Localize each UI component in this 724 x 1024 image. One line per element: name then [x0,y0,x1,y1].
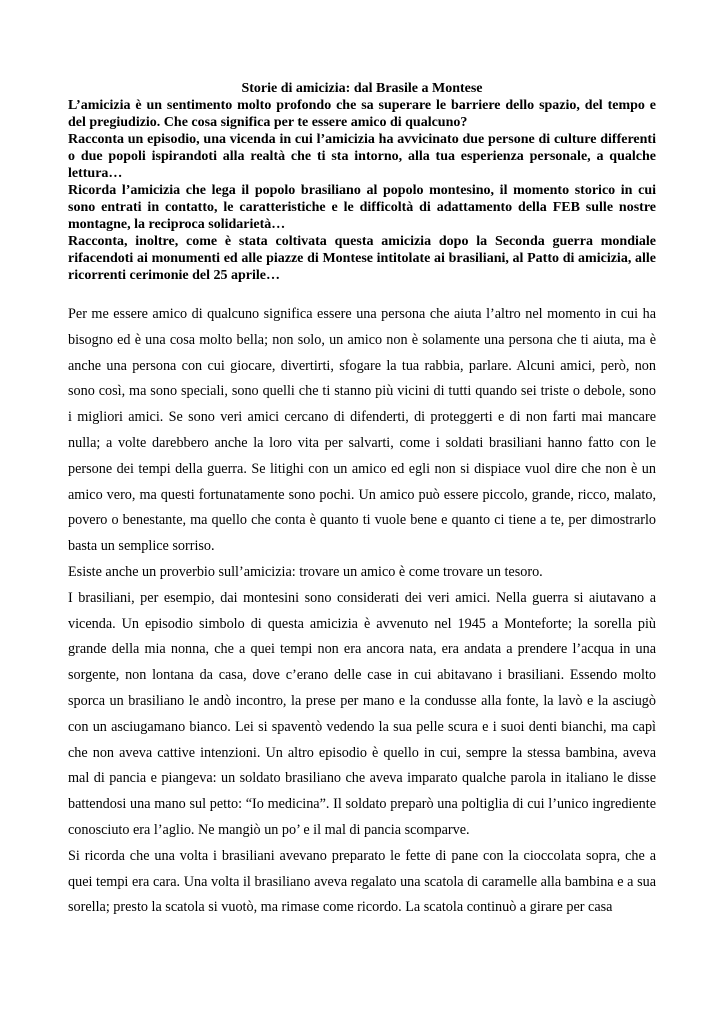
essay-paragraph: Esiste anche un proverbio sull’amicizia: trovare un amico è come trovare un tesoro. [68,563,543,580]
prompt-paragraph: Racconta un episodio, una vicenda in cui l’amicizia ha avvicinato due persone di culture differenti o due popoli ispirandoti alla realtà che ti sta intorno, alla tua esperienza personale, a qualche lettura… [68,132,656,181]
essay-body [68,302,656,921]
essay-paragraph: Per me essere amico di qualcuno significa essere una persona che aiuta l’altro nel momento in cui ha bisogno ed è una cosa molto bella; non solo, un amico non è solamente una persona che ti aiuta, ma è anche una persona con cui giocare, divertirti, sfogare la tua rabbia, parlare. Alcuni amici, però, non sono così, ma sono speciali, sono quelli che ti stanno più vicini di tutti quando sei triste o debole, sono i migliori amici. Se sono veri amici cercano di difenderti, di proteggerti e di non farti mai mancare nulla; a volte darebbero anche la loro vita per salvarti, come i soldati brasiliani hanno fatto con le persone dei tempi della guerra. Se litighi con un amico ed egli non si dispiace vuol dire che non è un amico vero, ma questi fortunatamente sono pochi. Un amico può essere piccolo, grande, ricco, malato, povero o benestante, ma quello che conta è quanto ti vuole bene e quanto ci tiene a te, per dimostrarlo basta un semplice sorriso. [68,306,656,555]
prompt-paragraph: Ricorda l’amicizia che lega il popolo brasiliano al popolo montesino, il momento storico in cui sono entrati in contatto, le caratteristiche e le difficoltà di adattamento della FEB sulle nostre montagne, la reciproca solidarietà… [68,183,656,232]
prompt-paragraph: Racconta, inoltre, come è stata coltivata questa amicizia dopo la Seconda guerra mondiale rifacendoti ai monumenti ed alle piazze di Montese intitolate ai brasiliani, al Patto di amicizia, alle ricorrenti cerimonie del 25 aprile… [68,234,656,283]
assignment-prompt [68,97,656,284]
essay-paragraph: Si ricorda che una volta i brasiliani avevano preparato le fette di pane con la cioccolata sopra, che a quei tempi era cara. Una volta il brasiliano aveva regalato una scatola di caramelle alla bambina e a sua sorella; presto la scatola si vuotò, ma rimase come ricordo. La scatola continuò a girare per casa [68,847,656,916]
document-page [68,80,656,921]
prompt-paragraph: L’amicizia è un sentimento molto profondo che sa superare le barriere dello spazio, del tempo e del pregiudizio. Che cosa significa per te essere amico di qualcuno? [68,98,656,130]
document-title: Storie di amicizia: dal Brasile a Montese [241,81,483,96]
essay-paragraph: I brasiliani, per esempio, dai montesini sono considerati dei veri amici. Nella guerra si aiutavano a vicenda. Un episodio simbolo di questa amicizia è avvenuto nel 1945 a Monteforte; la sorella più grande della mia nonna, che a quei tempi non era ancora nata, era andata a prendere l’acqua in una sorgente, non lontana da casa, dove c’erano delle case in cui abitavano i brasiliani. Essendo molto sporca un brasiliano le andò incontro, la prese per mano e la condusse alla fonte, la lavò e la asciugò con un asciugamano bianco. Lei si spaventò vedendo la sua pelle scura e i suoi denti bianchi, ma capì che non aveva cattive intenzioni. Un altro episodio è quello in cui, sempre la stessa bambina, aveva mal di pancia e piangeva: un soldato brasiliano che aveva imparato qualche parola in italiano le disse battendosi una mano sul petto: “Io medicina”. Il soldato preparò una poltiglia di cui l’unico ingrediente conosciuto era l’aglio. Ne mangiò un po’ e il mal di pancia scomparve. [68,589,656,838]
